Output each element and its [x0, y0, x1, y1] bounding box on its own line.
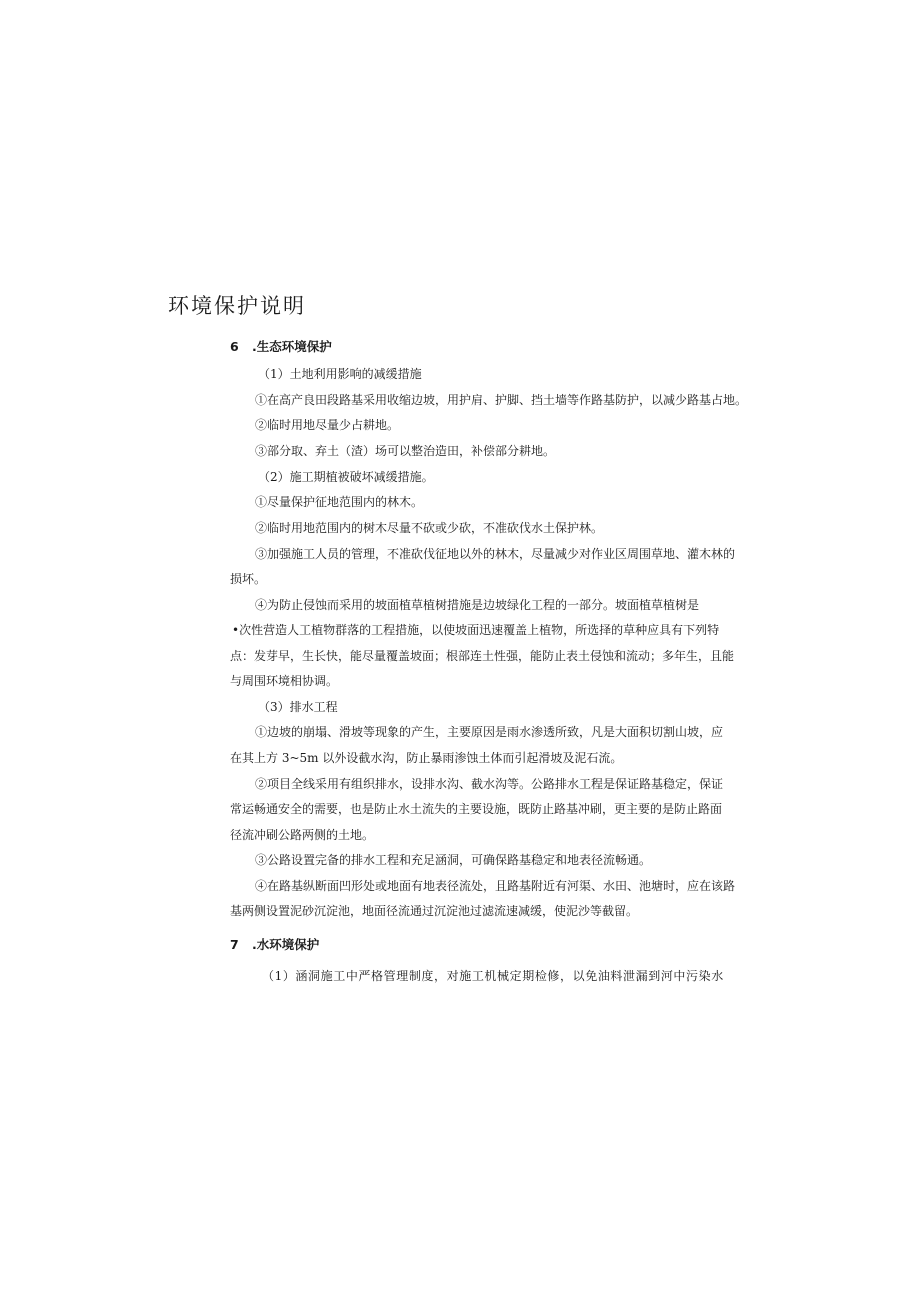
paragraph-line: ①在高产良田段路基采用收缩边坡，用护肩、护脚、挡土墙等作路基防护，以减少路基占地。 — [255, 393, 748, 407]
paragraph-line: 径流冲刷公路两侧的土地。 — [230, 828, 375, 842]
paragraph-line: ③部分取、弃土（渣）场可以整治造田，补偿部分耕地。 — [255, 444, 556, 458]
paragraph-line: 点：发芽早，生长快，能尽量覆盖坡面；根部连土性强，能防止表土侵蚀和流动；多年生，且能 — [230, 649, 735, 663]
paragraph-line: （1）土地利用影响的减缓措施 — [258, 367, 422, 381]
paragraph-line: ②临时用地范围内的树木尽量不砍或少砍，不准砍伐水土保护林。 — [255, 521, 604, 535]
paragraph-line: ③加强施工人员的管理，不准砍伐征地以外的林木，尽量减少对作业区周围草地、灌木林的 — [255, 547, 736, 561]
paragraph-line: ①边坡的崩塌、滑坡等现象的产生，主要原因是雨水渗透所致，凡是大面积切割山坡，应 — [255, 725, 724, 739]
section-7-number: 7 — [230, 937, 239, 952]
paragraph-line: ④在路基纵断面凹形处或地面有地表径流处，且路基附近有河渠、水田、池塘时，应在该路 — [255, 879, 736, 893]
section-7-heading — [230, 935, 319, 953]
paragraph-line: ②项目全线采用有组织排水，设排水沟、截水沟等。公路排水工程是保证路基稳定，保证 — [255, 777, 724, 791]
paragraph-line: 常运畅通安全的需要，也是防止水土流失的主要设施，既防止路基冲刷，更主要的是防止路面 — [230, 802, 723, 816]
document-title: 环境保护说明 — [168, 294, 306, 318]
paragraph-line: ②临时用地尽量少占耕地。 — [255, 418, 400, 432]
paragraph-line: 与周围环境相协调。 — [230, 674, 339, 688]
paragraph-line: ③公路设置完备的排水工程和充足涵洞，可确保路基稳定和地表径流畅通。 — [255, 853, 652, 867]
paragraph-line: （1）涵洞施工中严格管理制度，对施工机械定期检修，以免油料泄漏到河中污染水 — [262, 969, 724, 983]
paragraph-line: 基两侧设置泥砂沉淀池，地面径流通过沉淀池过滤流速减缓，使泥沙等截留。 — [230, 904, 639, 918]
section-6-number: 6 — [230, 339, 239, 354]
section-6-heading — [230, 337, 332, 355]
paragraph-line: •次性营造人工植物群落的工程措施，以使坡面迅速覆盖上植物，所选择的草种应具有下列特 — [232, 623, 720, 637]
paragraph-line: ①尽量保护征地范围内的林木。 — [255, 495, 424, 509]
paragraph-line: （2）施工期植被破坏减缓措施。 — [258, 470, 434, 484]
section-7-title: .水环境保护 — [252, 937, 320, 952]
section-6-title: .生态环境保护 — [252, 339, 332, 354]
paragraph-line: 损坏。 — [230, 572, 267, 586]
paragraph-line: 在其上方 3~5m 以外设截水沟，防止暴雨渗蚀土体而引起滑坡及泥石流。 — [230, 751, 623, 765]
paragraph-line: （3）排水工程 — [258, 700, 338, 714]
paragraph-line: ④为防止侵蚀而采用的坡面植草植树措施是边坡绿化工程的一部分。坡面植草植树是 — [255, 598, 700, 612]
